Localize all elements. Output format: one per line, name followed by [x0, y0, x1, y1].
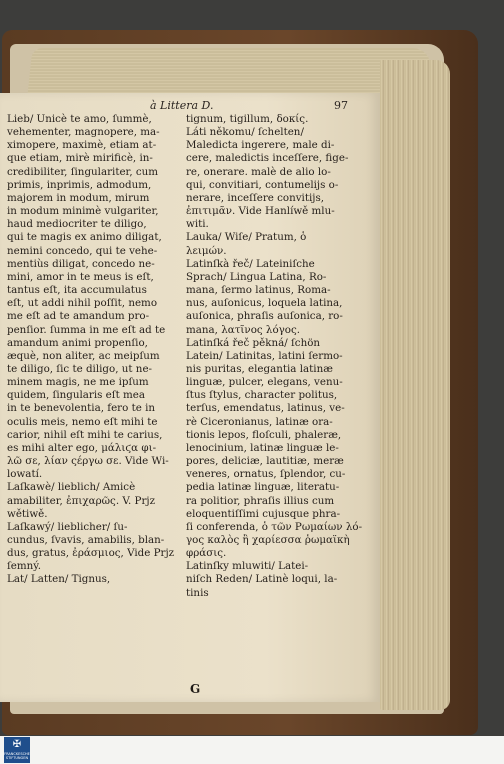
text-line: re, onerare. malè de alio lo- — [186, 165, 331, 178]
text-line: carior, nihil eſt mihi te carius, — [7, 428, 163, 441]
text-line: minem magis, ne me ipſum — [7, 376, 149, 389]
text-line: eloquentiſſimi cujusque phra- — [186, 507, 341, 520]
text-line: Maledicta ingerere, male di- — [186, 139, 335, 152]
text-line: Lauka/ Wiſe/ Pratum, ὁ — [186, 231, 307, 244]
text-line: Latein/ Latinitas, latini ſermo- — [186, 349, 343, 362]
text-line: linguæ, pulcer, elegans, venu- — [186, 376, 343, 389]
text-line: Sprach/ Lingua Latina, Ro- — [186, 270, 327, 283]
text-line: Latinſkà řeč/ Lateiniſche — [186, 257, 315, 270]
text-line: in modum minimè vulgariter, — [7, 205, 159, 218]
text-line: quidem, ſingularis eſt mea — [7, 389, 145, 402]
text-line: es mihi alter ego, μάλιϛα φι- — [7, 441, 157, 454]
text-line: nis puritas, elegantia latinæ — [186, 362, 333, 375]
logo-mark: ✠ — [12, 739, 22, 750]
text-line: tignum, tigillum, δοκίς. — [186, 113, 309, 125]
text-line: Laſkawè/ lieblich/ Amicè — [7, 481, 136, 494]
text-line: wětiwě. — [7, 507, 48, 520]
text-line: mana, ſermo latinus, Roma- — [186, 284, 331, 297]
text-line: amandum animi propenſio, — [7, 336, 148, 349]
text-line: terſus, emendatus, latinus, ve- — [186, 402, 345, 415]
text-line: credibiliter, ſingulariter, cum — [7, 165, 159, 178]
text-line: λῶ σε, λίαν ςέργω σε. Vide Wi- — [7, 455, 169, 468]
book-page — [0, 93, 380, 702]
text-line: in te benevolentia, fero te in — [7, 402, 155, 415]
text-line: penſior. ſumma in me eſt ad te — [7, 323, 166, 336]
text-line: nemini concedo, qui te vehe- — [7, 244, 158, 257]
text-line: eſt, ut addi nihil poſſit, nemo — [7, 297, 158, 310]
text-line: qui te magis ex animo diligat, — [7, 231, 162, 244]
text-line: mini, amor in te meus is eſt, — [7, 270, 154, 283]
text-line: Láti někomu/ ſchelten/ — [186, 126, 304, 139]
text-line: qui, convitiari, contumelijs o- — [186, 178, 339, 191]
text-line: rè Ciceronianus, latinæ ora- — [186, 415, 333, 428]
text-line: auſonica, phraſis auſonica, ro- — [186, 310, 343, 323]
text-line: pedia latinæ linguæ, literatu- — [186, 481, 340, 494]
text-line: veneres, ornatus, ſplendor, cu- — [186, 468, 346, 481]
text-line: ſemný. — [7, 560, 42, 573]
running-head: à Littera D. — [150, 99, 214, 112]
text-line: ximopere, maximè, etiam at- — [7, 139, 157, 152]
page-fore-edge — [380, 60, 450, 710]
text-line: witi. — [186, 218, 209, 231]
text-line: æquè, non aliter, ac meipſum — [7, 349, 160, 362]
text-line: majorem in modum, mirum — [7, 191, 150, 204]
text-line: Lieb/ Unicè te amo, ſummè, — [7, 113, 152, 125]
text-line: amabiliter, ἐπιχαρῶς. V. Prjz — [7, 494, 156, 507]
text-line: mentiùs diligat, concedo ne- — [7, 257, 155, 270]
text-line: primis, inprimis, admodum, — [7, 178, 152, 191]
text-line: vehementer, magnopere, ma- — [7, 126, 160, 139]
text-line: me eſt ad te amandum pro- — [7, 310, 150, 323]
text-line: nerare, inceſſere convitijs, — [186, 191, 325, 204]
text-line: pores, deliciæ, lautitiæ, meræ — [186, 455, 344, 468]
text-line: dus, gratus, ἐράσμιος, Vide Prjz — [7, 547, 175, 560]
text-line: nus, auſonicus, loquela latina, — [186, 297, 343, 310]
text-line: ἐπιτιμᾶν. Vide Hanlíwě mlu- — [186, 205, 335, 218]
text-line: lenocinium, latinæ linguæ le- — [186, 441, 339, 454]
left-text-column — [7, 113, 182, 587]
text-line: te diligo, ſic te diligo, ut ne- — [7, 362, 153, 375]
text-line: cundus, ſvavis, amabilis, blan- — [7, 534, 165, 546]
page-number: 97 — [334, 99, 348, 112]
text-line: ſi conferenda, ὁ τῶν Ρωμαίων λό- — [186, 520, 363, 533]
text-line: cere, maledictis inceſſere, fige- — [186, 152, 349, 165]
text-line: Laſkawý/ lieblicher/ ſu- — [7, 520, 128, 533]
text-line: tionis lepos, floſculi, phaleræ, — [186, 428, 342, 441]
page-top-edge — [28, 48, 433, 94]
logo-text: FRANCKESCHE STIFTUNGEN — [4, 752, 30, 760]
text-line: que etiam, mirè mirificè, in- — [7, 152, 153, 165]
text-line: λειμών. — [186, 244, 227, 257]
text-line: oculis meis, nemo eſt mihi te — [7, 415, 158, 428]
text-line: φράσις. — [186, 547, 227, 560]
text-line: ra politior, phraſis illius cum — [186, 494, 335, 507]
text-line: lowatí. — [7, 468, 43, 481]
library-logo-icon — [4, 737, 30, 763]
text-line: ſtus ſtylus, character politus, — [186, 389, 338, 402]
right-text-column — [186, 113, 376, 600]
text-line: Latinſká řeč pěkná/ ſchön — [186, 336, 321, 349]
viewer-footer — [0, 736, 504, 764]
text-line: Lat/ Latten/ Tignus, — [7, 573, 111, 586]
text-line: tinis — [186, 586, 209, 599]
text-line: mana, λατῖνος λόγος. — [186, 323, 301, 336]
catchword: G — [190, 682, 201, 696]
text-line: niſch Reden/ Latinè loqui, la- — [186, 573, 338, 586]
text-line: haud mediocriter te diligo, — [7, 218, 147, 231]
text-line: tantus eſt, ita accumulatus — [7, 284, 147, 297]
text-line: Latinſky mluwiti/ Latei- — [186, 560, 309, 573]
text-line: γος καλὸς ἢ χαρίεσσα ῥωμαϊκὴ — [186, 534, 350, 546]
